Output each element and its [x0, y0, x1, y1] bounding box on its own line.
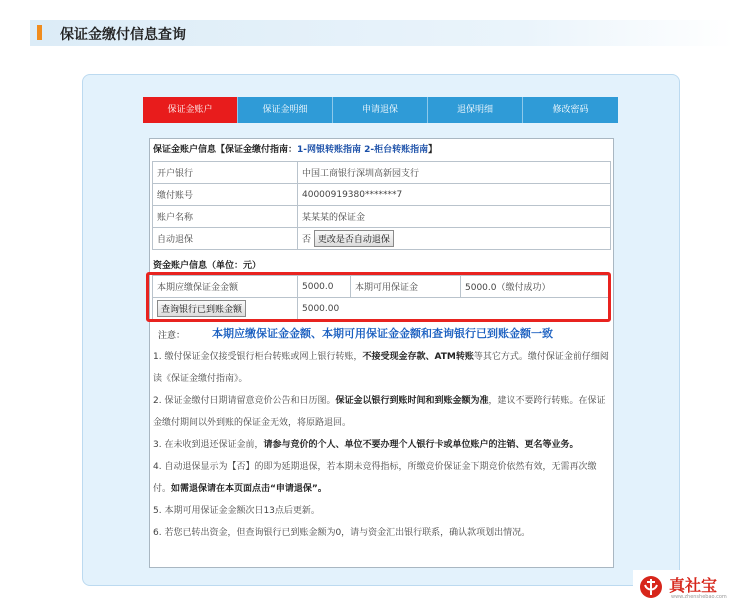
note-emphasis: 如需退保请在本页面点击“申请退保”。 — [171, 484, 327, 494]
logo-url: www.zhenshebao.com — [671, 594, 727, 600]
due-amount-value: 5000.0 — [298, 276, 351, 298]
note-text: 3. 在未收到退还保证金前， — [153, 440, 264, 450]
logo-icon — [639, 575, 663, 599]
query-arrived-amount-button[interactable]: 查询银行已到账金额 — [157, 300, 246, 317]
table-row — [153, 184, 611, 206]
bank-value: 中国工商银行深圳高新园支行 — [298, 162, 611, 184]
arrived-amount-value: 5000.00 — [298, 298, 611, 320]
account-number-label: 缴付账号 — [153, 184, 298, 206]
tab-change-password[interactable]: 修改密码 — [523, 97, 618, 123]
counter-transfer-guide-link[interactable]: 2-柜台转账指南 — [364, 145, 429, 155]
logo-text: 真社宝 — [669, 576, 718, 595]
change-auto-refund-button[interactable]: 更改是否自动退保 — [314, 230, 394, 247]
due-amount-label: 本期应缴保证金金额 — [153, 276, 298, 298]
account-info-box — [149, 138, 614, 568]
auto-refund-value: 否 — [302, 235, 312, 245]
note-item — [153, 390, 611, 434]
online-banking-guide-link[interactable]: 1-网银转账指南 — [297, 145, 362, 155]
table-row — [153, 276, 611, 298]
account-number-value: 40000919380*******7 — [298, 184, 611, 206]
funds-table — [152, 275, 611, 320]
query-button-cell — [153, 298, 298, 320]
section-title-prefix: 保证金账户信息【保证金缴付指南： — [153, 145, 298, 155]
available-amount-label: 本期可用保证金 — [351, 276, 461, 298]
account-name-value: 某某某的保证金 — [298, 206, 611, 228]
note-emphasis: 请参与竞价的个人、单位不要办理个人银行卡或单位账户的注销、更名等业务。 — [263, 440, 579, 450]
table-row — [153, 206, 611, 228]
note-emphasis: 保证金以银行到账时间和到账金额为准 — [335, 396, 489, 406]
header-accent-mark — [37, 25, 42, 40]
note-item — [153, 456, 611, 500]
table-row — [153, 162, 611, 184]
table-row — [153, 298, 611, 320]
note-emphasis: 不接受现金存款、ATM转账 — [362, 352, 474, 362]
bank-label: 开户银行 — [153, 162, 298, 184]
note-text: ，建议不要跨行转账。在保证金缴付期间以外到账的保证金无效，将原路退回。 — [153, 396, 606, 428]
auto-refund-label: 自动退保 — [153, 228, 298, 250]
section-title-suffix: 】 — [428, 145, 438, 155]
page-title: 保证金缴付信息查询 — [60, 27, 186, 43]
available-amount-value: 5000.0（缴付成功） — [461, 276, 611, 298]
note-text: 4. 自动退保显示为【否】的即为延期退保，若本期未竞得指标，所缴竞价保证金下期竞价依然有效，无需再次缴付。 — [153, 462, 597, 494]
note-headline: 本期应缴保证金金额、本期可用保证金金额和查询银行已到账金额一致 — [212, 327, 553, 340]
tab-refund-details[interactable]: 退保明细 — [428, 97, 523, 123]
brand-logo — [633, 570, 739, 604]
tab-bar — [143, 97, 618, 123]
account-name-label: 账户名称 — [153, 206, 298, 228]
note-item: 6. 若您已转出资金，但查询银行已到账金额为0，请与资金汇出银行联系，确认款项划出情况。 — [153, 528, 531, 538]
tab-apply-refund[interactable]: 申请退保 — [333, 97, 428, 123]
account-section-title — [153, 142, 437, 155]
note-item: 5. 本期可用保证金金额次日13点后更新。 — [153, 506, 320, 516]
note-text: 2. 保证金缴付日期请留意竞价公告和日历图。 — [153, 396, 336, 406]
tab-margin-account[interactable]: 保证金账户 — [143, 97, 238, 123]
funds-section-title: 资金账户信息（单位：元） — [153, 261, 262, 271]
page-header — [30, 20, 734, 46]
tab-margin-details[interactable]: 保证金明细 — [238, 97, 333, 123]
note-item — [153, 346, 611, 390]
note-text: 1. 缴付保证金仅接受银行柜台转账或网上银行转账， — [153, 352, 363, 362]
account-table — [152, 161, 611, 250]
note-label: 注意： — [158, 331, 186, 341]
note-text: 等其它方式。缴付保证金前仔细阅读《保证金缴付指南》。 — [153, 352, 609, 384]
table-row — [153, 228, 611, 250]
notes-list — [153, 346, 611, 544]
note-item — [153, 434, 611, 456]
auto-refund-cell — [298, 228, 611, 250]
